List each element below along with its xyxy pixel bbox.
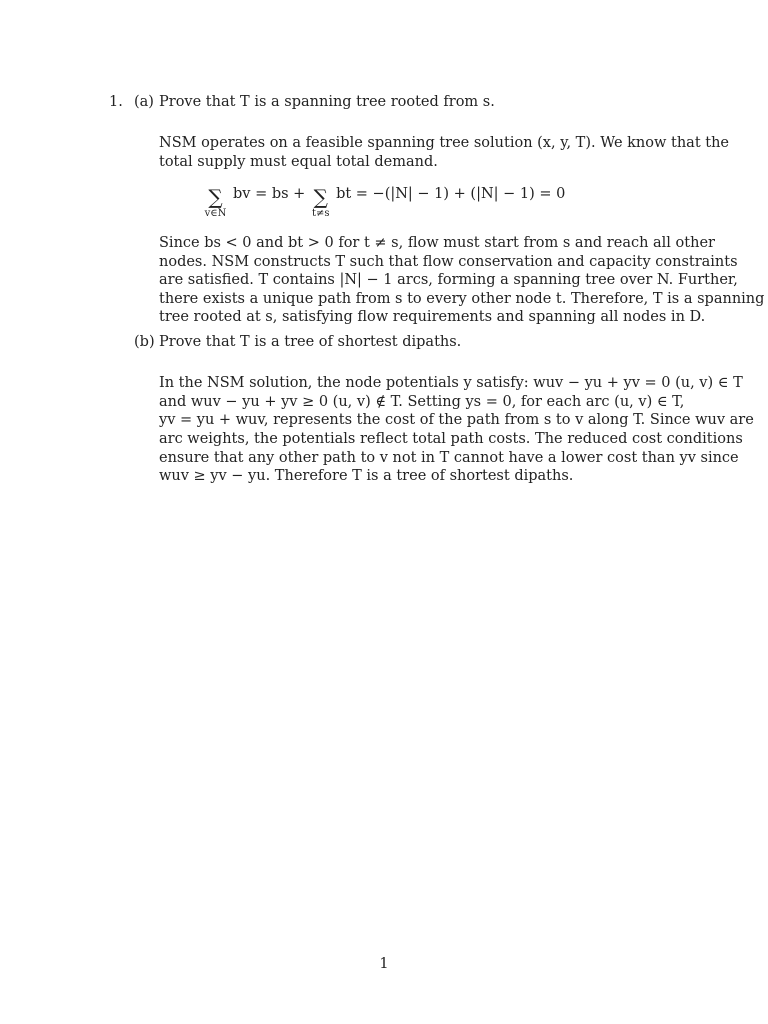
sigma-symbol: ∑: [208, 185, 223, 209]
part-b-label: (b): [134, 334, 155, 350]
text-line: total supply must equal total demand.: [159, 154, 438, 170]
text-line: arc weights, the potentials reflect total path costs. The reduced cost conditions: [159, 431, 743, 447]
equation-term: bv = bs +: [233, 186, 306, 202]
text-line: NSM operates on a feasible spanning tree solution (x, y, T). We know that the: [159, 135, 730, 151]
summation: [312, 186, 330, 220]
text-line: are satisfied. T contains |N| − 1 arcs, forming a spanning tree over N. Further,: [159, 272, 738, 288]
summation-subscript: t≠s: [311, 208, 330, 219]
sigma-symbol: ∑: [313, 185, 328, 209]
text-line: In the NSM solution, the node potentials y satisfy: wuv − yu + yv = 0 (u, v) ∈ T: [159, 375, 743, 391]
text-line: tree rooted at s, satisfying flow requirements and spanning all nodes in D.: [159, 309, 706, 325]
summation-subscript: v∈N: [204, 208, 227, 219]
supply-demand-equation: [0, 186, 768, 220]
text-line: yv = yu + wuv, represents the cost of the path from s to v along T. Since wuv are: [159, 412, 754, 428]
text-line: ensure that any other path to v not in T cannot have a lower cost than yv since: [159, 450, 739, 466]
text-line: there exists a unique path from s to every other node t. Therefore, T is a spanning: [159, 291, 765, 307]
problem-number: 1.: [109, 94, 123, 110]
summation: [205, 186, 227, 220]
part-a-heading: Prove that T is a spanning tree rooted from s.: [159, 94, 495, 110]
page-number: 1: [379, 956, 389, 972]
part-b-heading: Prove that T is a tree of shortest dipaths.: [159, 334, 462, 350]
text-line: nodes. NSM constructs T such that flow conservation and capacity constraints: [159, 254, 738, 270]
equation-rhs: bt = −(|N| − 1) + (|N| − 1) = 0: [336, 186, 566, 202]
part-a-label: (a): [134, 94, 154, 110]
text-line: wuv ≥ yv − yu. Therefore T is a tree of shortest dipaths.: [159, 468, 574, 484]
text-line: and wuv − yu + yv ≥ 0 (u, v) ∉ T. Setting ys = 0, for each arc (u, v) ∈ T,: [159, 394, 685, 410]
text-line: Since bs < 0 and bt > 0 for t ≠ s, flow must start from s and reach all other: [159, 235, 715, 251]
